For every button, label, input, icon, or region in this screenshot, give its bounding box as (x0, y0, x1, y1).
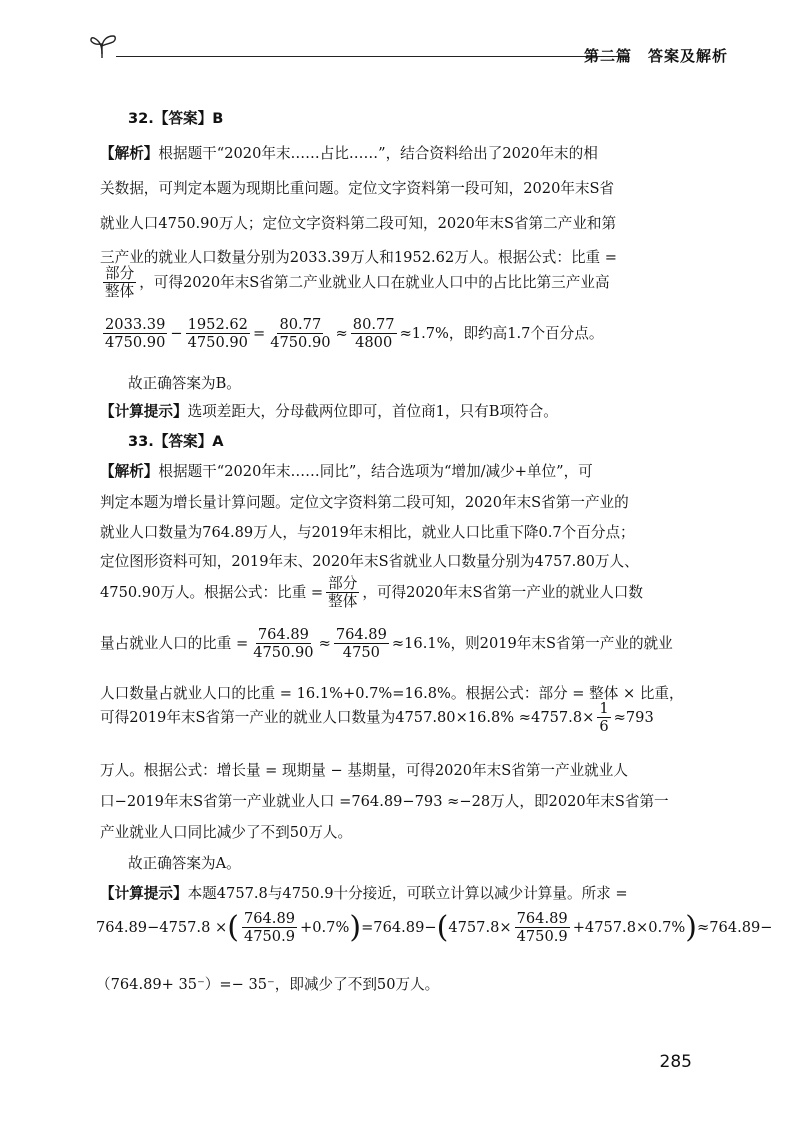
q32-answer: 32.【答案】B (128, 110, 224, 127)
page-header (88, 30, 728, 70)
q32-calc-hint (100, 400, 558, 421)
q32-analysis-line-2: 关数据，可判定本题为现期比重问题。定位文字资料第一段可知，2020年末S省 (100, 180, 615, 197)
fraction-764-over-4750-b: $\frac{764.89}{4750.9}$ (516, 910, 568, 946)
fraction-1952: $\frac{1952.62}{4750.90}$ (187, 316, 248, 352)
analysis-tag: 【解析】 (100, 463, 159, 480)
q33-analysis-text: 根据题干“2020年末……同比”，结合选项为“增加/减少+单位”，可 (158, 463, 593, 480)
q33-calc-line-2: （764.89+ 35⁻）=− 35⁻，即减少了不到50万人。 (96, 976, 440, 993)
fraction-part-over-whole: $\frac{\text{部分}}{\text{整体}}$ (105, 265, 135, 301)
q32-analysis-line-4: 三产业的就业人口数量分别为2033.39万人和1952.62万人。根据公式：比重 = (100, 249, 618, 266)
header-rule (116, 56, 628, 57)
fraction-one-sixth: $\frac{1}{6}$ (599, 700, 609, 736)
q33-conclusion: 故正确答案为A。 (128, 855, 241, 872)
q32-conclusion: 故正确答案为B。 (128, 375, 241, 392)
fraction-764-b: $\frac{764.89}{4750}$ (335, 626, 387, 662)
q33-answer: 33.【答案】A (128, 433, 224, 450)
sprout-logo-icon (88, 32, 124, 58)
q33-analysis-line-10: 口−2019年末S省第一产业就业人口 =764.89−793 ≈−28万人，即2020年末S省第一 (100, 793, 669, 810)
q33-analysis-line-5: 4750.90万人。根据公式：比重 = $\frac{\text{部分}}{\text{整体}}$ ，可得2020年末S省第一产业的就业人口数 (100, 575, 643, 611)
analysis-tag: 【解析】 (100, 145, 159, 162)
fraction-part-over-whole: $\frac{\text{部分}}{\text{整体}}$ (328, 575, 358, 611)
q33-calc-hint (100, 882, 628, 903)
q32-analysis-line-1 (100, 142, 700, 163)
q32-formula-text: ，可得2020年末S省第二产业就业人口在就业人口中的占比比第三产业高 (139, 273, 610, 291)
q32-analysis-text: 根据题干“2020年末……占比……”，结合资料给出了2020年末的相 (158, 145, 598, 162)
calc-hint-tag: 【计算提示】 (100, 885, 188, 902)
fraction-764-over-4750: $\frac{764.89}{4750.9}$ (243, 910, 296, 946)
q32-analysis-line-3: 就业人口4750.90万人；定位文字资料第二段可知，2020年末S省第二产业和第 (100, 215, 617, 232)
q33-analysis-line-4: 定位图形资料可知，2019年末、2020年末S省就业人口数量分别为4757.80万人、 (100, 553, 639, 570)
q33-analysis-line-6: 量占就业人口的比重 = $\frac{764.89}{4750.90}$ ≈ $\frac{764.89}{4750}$ ≈16.1%，则2019年末S省第一产业的就业 (100, 626, 673, 662)
q33-analysis-line-8: 可得2019年末S省第一产业的就业人口数量为4757.80×16.8% ≈4757.8× $\frac{1}{6}$ ≈793 (100, 700, 654, 736)
q33-calc-line-1: 764.89−4757.8 ×( $\frac{764.89}{4750.9}$ +0.7%)=764.89−(4757.8× $\frac{764.89}{4750.9}$ +4757.8×0.7%)≈764.89− (96, 909, 773, 946)
fraction-80-77-b: $\frac{80.77}{4800}$ (352, 316, 395, 352)
q33-analysis-line-7: 人口数量占就业人口的比重 = 16.1%+0.7%=16.8%。根据公式：部分 = 整体 × 比重， (100, 685, 684, 702)
fraction-764-a: $\frac{764.89}{4750.90}$ (253, 626, 314, 662)
q33-analysis-line-11: 产业就业人口同比减少了不到50万人。 (100, 824, 353, 841)
q33-analysis-line-2: 判定本题为增长量计算问题。定位文字资料第二段可知，2020年末S省第一产业的 (100, 494, 629, 511)
q33-analysis-line-9: 万人。根据公式：增长量 = 现期量 − 基期量，可得2020年末S省第一产业就业人 (100, 762, 628, 779)
calc-hint-tag: 【计算提示】 (100, 403, 188, 420)
calc-hint-text: 本题4757.8与4750.9十分接近，可联立计算以减少计算量。所求 = (187, 885, 628, 902)
q32-calculation: $\frac{2033.39}{4750.90}$ − $\frac{1952.62}{4750.90}$ = $\frac{80.77}{4750.90}$ ≈ $\frac{80.77}{4800}$ ≈1.7%，即约高1.7个百分点。 (105, 316, 604, 352)
page-number: 285 (659, 1052, 692, 1072)
q33-analysis-line-3: 就业人口数量为764.89万人，与2019年末相比，就业人口比重下降0.7个百分点； (100, 524, 635, 541)
fraction-2033: $\frac{2033.39}{4750.90}$ (105, 316, 166, 352)
calc-hint-text: 选项差距大，分母截两位即可，首位商1，只有B项符合。 (187, 403, 558, 420)
fraction-80-77-a: $\frac{80.77}{4750.90}$ (270, 316, 331, 352)
q32-result: ≈1.7%，即约高1.7个百分点。 (399, 324, 604, 342)
q33-analysis-line-1 (100, 460, 593, 481)
q32-formula-line (100, 266, 610, 300)
header-title: 第二篇 答案及解析 (583, 47, 728, 65)
